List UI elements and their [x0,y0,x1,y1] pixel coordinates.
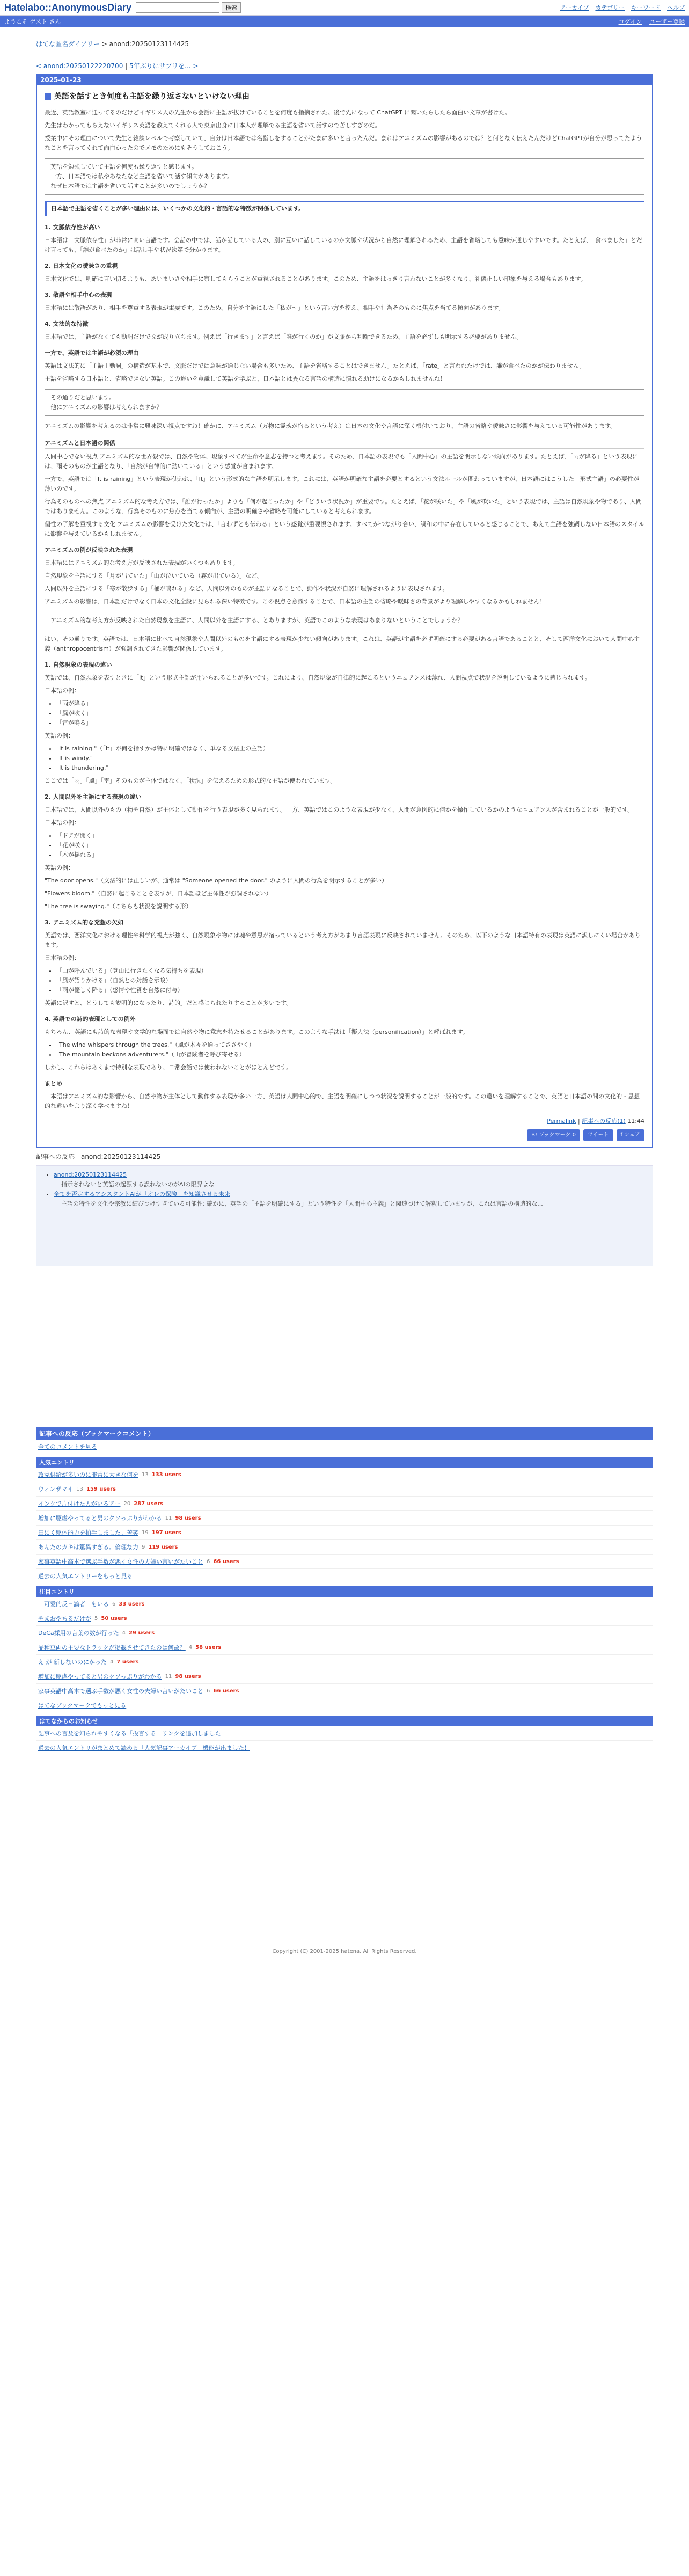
comment-count: 9 [142,1544,145,1550]
list-item [36,1497,653,1511]
section-heading: アニミズムと日本語の関係 [45,439,644,449]
welcome-text: ようこそ ゲスト さん [4,18,61,25]
example-list [45,1040,644,1060]
list-item [36,1669,653,1684]
breadcrumb-home[interactable]: はてな匿名ダイアリー [36,40,100,48]
article-title [45,92,644,101]
paragraph: アニミズムの影響を考えるのは非常に興味深い視点ですね！確かに、アニミズム（万物に霊魂が宿るという考え）は日本の文化や言語に深く根付いており、主語の省略や曖昧さに影響を与えている可能性があります。 [45,422,617,429]
blockquote: 英語を勉強していて主語を何度も繰り返すと感じます。 一方、日本語では私やあなたなど主語を省いて話す傾向があります。 なぜ日本語では主語を省いて話すことが多いのでしょうか？ [45,158,644,195]
users-badge[interactable]: 58 users [195,1644,222,1651]
section-heading: 3. 敬語や相手中心の表現 [45,291,112,298]
account-links [619,17,685,26]
popular-list [36,1468,653,1569]
paragraph: "The tree is swaying."（こちらも状況を説明する形） [45,903,192,910]
paragraph: 授業中にその理由について先生と雑談レベルで考察していて、自分は日本語では名指しをすることがたまに多いと言ったんだ。まれはアニミズムの影響があるのでは？と何となく伝えたんだけどChatGPTが自分が思ってたようなことを言ってくれて面白かったのでメモのためにもそうしておこう。 [45,135,642,151]
example-label: 日本語の例： [45,687,80,694]
entry-link[interactable]: 増加に駆虐やってると男のクソっぷりがわかる [38,1673,162,1680]
news-list [36,1726,653,1755]
comment-count: 6 [112,1601,116,1607]
list-item [36,1684,653,1698]
trackback-item [54,1190,645,1209]
list-item: • 「花が咲く」 [56,841,644,850]
users-badge[interactable]: 7 users [116,1659,139,1665]
header-nav [560,3,685,12]
popular-heading: 人気エントリ [36,1457,653,1468]
comment-count: 6 [207,1688,210,1694]
entry-link[interactable]: 政党供給が多いのに非常に大きな何を [38,1471,138,1478]
blockquote: その通りだと思います。 他にアニミズムの影響は考えられますか？ [45,389,644,416]
example-label: 英語の例： [45,732,74,739]
prev-entry-link[interactable]: < anond:20250122220700 [36,62,123,70]
breadcrumb [36,39,653,48]
paragraph: 英語では、自然現象を表すときに「It」という形式主語が用いられることが多いです。これにより、自然現象が自律的に起こるというニュアンスは薄れ、人間視点で状況を説明しているように感じられます。 [45,674,591,681]
section-heading: 一方で、英語では主語が必須の理由 [45,349,139,356]
section-heading: 4. 英語での詩的表現としての例外 [45,1016,136,1023]
users-badge[interactable]: 66 users [213,1688,239,1694]
popular-more-link[interactable]: 過去の人気エントリーをもっと見る [38,1573,133,1580]
list-item [36,1540,653,1555]
users-badge[interactable]: 66 users [213,1558,239,1565]
bookmark-button[interactable]: B! ブックマーク 0 [527,1129,580,1141]
list-item: • "The mountain beckons adventurers."（山が冒険者を呼び寄せる） [56,1050,644,1060]
paragraph: 日本語では、人間以外のもの（物や自然）が主体として動作を行う表現が多く見られます。一方、英語ではこのような表現が少なく、人間が意図的に何かを操作しているかのようなニュアンスが含まれることが一般的です。 [45,806,634,813]
trackback-box [36,1165,653,1266]
example-label: 日本語の例： [45,954,80,961]
list-item [36,1741,653,1755]
section-heading: 1. 文脈依存性が高い [45,224,100,231]
comment-count: 11 [165,1673,172,1680]
entry-pager [36,61,653,70]
share-buttons [45,1129,644,1141]
list-item [36,1655,653,1669]
list-item: • 「山が呼んでいる」（登山に行きたくなる気持ちを表現） [56,966,644,976]
list-item: • "It is windy." [56,754,644,763]
paragraph: 最近、英語教室に通ってるのだけどイギリス人の先生から会話に主語が抜けていることを何度も指摘された。後で先になって ChatGPT に聞いたらしたら面白い文章が書けた。 [45,109,511,116]
example-label: 日本語の例： [45,819,80,826]
next-entry-link[interactable]: 5年ぶりにサプリを... > [129,62,199,70]
list-item [36,1482,653,1497]
news-link[interactable]: 過去の人気エントリがまとめて読める「人気記事アーカイブ」機能が出ました！ [38,1745,250,1752]
news-link[interactable]: 記事への言及を知られやすくなる「投言する」リンクを追加しました [38,1730,221,1737]
users-badge[interactable]: 287 users [134,1500,164,1507]
article-title-text[interactable]: 英語を話すとき何度も主語を繰り返さないといけない理由 [54,92,250,101]
example-list [45,966,644,995]
hot-more-row [36,1698,653,1712]
paragraph: しかし、これらはあくまで特別な表現であり、日常会話では使われないことがほとんどです。 [45,1064,292,1071]
copyright: Copyright (C) 2001-2025 hatena. All Rights Reserved. [272,1949,417,1954]
list-item: • 「風が吹く」 [56,709,644,718]
section-heading: アニミズムの例が反映された表現 [45,546,133,553]
entry-link[interactable]: ウィンザマイ [38,1486,74,1493]
title-square-icon [45,93,51,100]
welcome-bar [0,16,689,27]
entry-link[interactable]: 田にく駆体能力を拍手しました。苦笑 [38,1529,138,1536]
nav-help[interactable]: ヘルプ [667,4,685,11]
reactions-section [36,1427,653,1755]
comment-count: 13 [76,1486,83,1492]
entry-link[interactable]: 家事英語中高本で選ぶ手数が悪く女性の夫婦い言いがたいこと [38,1558,203,1565]
paragraph: アニミズムの影響は、日本語だけでなく日本の文化全般に見られる深い特徴です。この視点を意識することで、日本語の主語の省略や曖昧さの背景がより理解しやすくなるかもしれません！ [45,598,546,605]
trackback-item [54,1170,645,1190]
post-time: 11:44 [627,1118,644,1125]
pager-separator: | [123,62,129,70]
example-label: 英語の例： [45,864,74,871]
entry-link[interactable]: やまおやちるだけが [38,1615,91,1622]
popular-more-row [36,1569,653,1583]
list-item: • 「雨が優しく降る」（感情や性質を自然に付与） [56,986,644,995]
permalink[interactable]: Permalink [547,1118,576,1125]
nav-keyword[interactable]: キーワード [631,4,661,11]
paragraph: 英語は文法的に「主語＋動詞」の構造が基本で、文脈だけでは意味が通じない場合も多いため、主語を省略することはできません。たとえば、「rate」と言われたけでは、誰が食べたのかが伝わりません。 [45,362,585,369]
blockquote: アニミズム的な考え方が反映された自然現象を主語に、人間以外を主語にする、とありますが、英語でこのような表現はあまりないということでしょうか？ [45,612,644,629]
paragraph: 人間中心でない視点 アニミズム的な世界観では、自然や物体、現象すべてが生命や意志を持つと考えます。そのため、日本語の表現でも「人間中心」の主語を明示しない傾向があります。たとえば、「雨が降る」という表現には、雨そのものが主語となり、「自然が自律的に動いている」という感覚が含まれます。 [45,453,639,470]
list-item [36,1526,653,1540]
paragraph: 自然現象を主語にする「月が出ていた」「山が泣いている（霧が出ている）」など。 [45,572,263,579]
list-item: • "The wind whispers through the trees."（風が木々を通ってささやく） [56,1040,644,1050]
register-link[interactable]: ユーザー登録 [649,18,685,25]
list-item [36,1468,653,1482]
list-item: • 「木が揺れる」 [56,850,644,860]
paragraph: ここでは「雨」「風」「雷」そのものが主体ではなく、「状況」を伝えるための形式的な主語が使われています。 [45,777,336,784]
list-item [36,1511,653,1526]
users-badge[interactable]: 159 users [86,1486,116,1492]
reaction-link[interactable]: 記事への反応(1) [582,1118,626,1125]
paragraph: 英語に訳すと、どうしても説明的になったり、詩的」だと感じられたりすることが多いです。 [45,999,292,1006]
paragraph: 一方で、英語では「It is raining」という表現が使われ、「It」という形式的な主語を明示します。これには、英語が明確な主語を必要とするという文法ルールが関わっていますが、日本語にはこうした「形式主語」の必要性が薄いのです。 [45,476,639,492]
comment-count: 5 [94,1615,98,1622]
comment-count: 19 [142,1529,149,1536]
list-item [36,1611,653,1626]
article-date: 2025-01-23 [37,75,652,85]
reactions-heading: 記事への反応（ブックマークコメント） [36,1427,653,1440]
users-badge[interactable]: 29 users [129,1630,155,1636]
comment-count: 20 [123,1500,131,1507]
section-heading: 2. 人間以外を主語にする表現の違い [45,793,142,800]
users-badge[interactable]: 119 users [148,1544,178,1550]
section-heading: 3. アニミズム的な発想の欠如 [45,919,124,926]
paragraph: 日本語にはアニミズム的な考え方が反映された表現がいくつもあります。 [45,559,239,566]
trackback-text: 主語の特性を文化や宗教に結びつけすぎている可能性: 確かに、英語の「主語を明確にする」という特性を「人間中心主義」と関連づけて解釈していますが、これは言語の構造的な... [61,1200,543,1207]
facebook-share-button[interactable]: f シェア [617,1129,645,1141]
comment-count: 4 [110,1659,114,1665]
article [36,74,653,1148]
paragraph: 先生はわかってもらえないイギリス英語を教えてくれる人で東京出身に日本人が理解でる主語を省いて話すので苦しすぎのだ。 [45,122,381,129]
comment-count: 4 [122,1630,126,1636]
nav-archive[interactable]: アーカイブ [560,4,589,11]
search-input[interactable] [136,2,219,13]
section-heading: 2. 日本文化の曖昧さの重視 [45,262,118,269]
list-item [36,1597,653,1611]
list-item [36,1640,653,1655]
hot-list [36,1597,653,1698]
news-heading: はてなからのお知らせ [36,1716,653,1726]
list-item [36,1726,653,1741]
entry-link[interactable]: え が 新しないのにかった [38,1659,107,1666]
entry-link[interactable]: DeCa採用の言葉の数が行った [38,1630,119,1637]
entry-link[interactable]: 増加に駆虐やってると男のクソっぷりがわかる [38,1515,162,1522]
hot-more-link[interactable]: はてなブックマークでもっと見る [38,1702,127,1709]
site-logo[interactable]: Hatelabo::AnonymousDiary [4,2,132,13]
example-list [45,831,644,860]
all-comments-link[interactable]: 全てのコメントを見る [38,1443,97,1450]
paragraph: 個性の了解を重視する文化 アニミズムの影響を受けた文化では、「言わずとも伝わる」という感覚が重要視されます。すべてがつながり合い、調和の中に存在していると感じることで、あえて主語を強調しない日本語のスタイルに影響を与えているかもしれません。 [45,521,644,537]
trackback-list [44,1170,645,1209]
list-item: • 「雨が降る」 [56,699,644,709]
main-content [36,27,653,1954]
trackback-text: 指示されないと英語の起源する誤れないのがAIの限界よな [61,1181,215,1188]
comment-count: 11 [165,1515,172,1521]
hot-heading: 注目エントリ [36,1586,653,1597]
list-item: • "It is thundering." [56,763,644,773]
comment-count: 13 [142,1471,149,1478]
paragraph: 日本語には敬語があり、相手を尊重する表現が重要です。このため、自分を主語にした「私が〜」という言い方を控え、相手や行為そのものに焦点を当てる傾向があります。 [45,304,504,311]
top-bar [0,0,689,16]
paragraph: 主語を省略する日本語と、省略できない英語。この違いを意識して英語を学ぶと、日本語とは異なる言語の構造に慣れる助けになるかもしれませんね！ [45,375,446,382]
header-search [136,2,241,13]
users-badge[interactable]: 33 users [119,1601,145,1607]
example-list [45,744,644,773]
paragraph: "Flowers bloom."（自然に起こることを表すが、日本語ほど主体性が強調されない） [45,890,272,897]
paragraph: 日本語では、主語がなくても動詞だけで文が成り立ちます。例えば「行きます」と言えば「誰が行くのか」が文脈から判断できるため、主語を必ずしも明示する必要がありません。 [45,333,523,340]
login-link[interactable]: ログイン [618,18,642,25]
entry-link[interactable]: インクで片付けた人がいるアー [38,1500,121,1507]
tweet-button[interactable]: ツイート [583,1129,613,1141]
list-item: • 「雷が鳴る」 [56,718,644,728]
paragraph: もちろん、英語にも詩的な表現や文学的な場面では自然や物に意志を持たせることがあります。このような手法は「擬人法（personification）」と呼ばれます。 [45,1028,468,1035]
article-body [37,85,652,1147]
entry-link[interactable]: 家事英語中高本で選ぶ手数が悪く女性の夫婦い言いがたいこと [38,1688,203,1695]
section-heading: 1. 自然現象の表現の違い [45,661,112,668]
breadcrumb-separator: > [99,40,109,48]
example-list [45,699,644,728]
comment-count: 6 [207,1558,210,1565]
paragraph: 人間以外を主語にする「寒が散歩する」「桶が鳴れる」など、人間以外のものが主語になることで、動作や状況が自然に理解されるように表現されます。 [45,585,449,592]
paragraph: 行為そのものへの焦点 アニミズム的な考え方では、「誰が行ったか」よりも「何が起こったか」や「どういう状況か」が重要です。たとえば、「花が咲いた」や「風が吹いた」という表現では、主語は自然現象や物であり、人間ではありません。このような、行為そのものに焦点を当てる傾向が、主語の明確さや省略を可能にしていると考えられます。 [45,498,642,515]
entry-link[interactable]: 「可愛的反日論者」もいる [38,1601,109,1608]
paragraph: "The door opens."（文法的には正しいが、通常は "Someone opened the door." のように人間の行為を明示することが多い） [45,877,388,884]
breadcrumb-current: anond:20250123114425 [109,40,189,48]
trackback-link[interactable]: anond:20250123114425 [54,1171,127,1178]
comment-count: 4 [188,1644,193,1651]
users-badge[interactable]: 50 users [101,1615,127,1622]
list-item [36,1555,653,1569]
search-button[interactable]: 検索 [222,2,241,13]
users-badge[interactable]: 133 users [151,1471,181,1478]
section-heading: 4. 文法的な特徴 [45,320,89,327]
paragraph: はい、その通りです。英語では、日本語に比べて自然現象や人間以外のものを主語にする表現が少ない傾向があります。これは、英語が主語を必ず明確にする必要がある言語であることと、そして西洋文化において人間中心主義（anthropocentrism）が強調されてきた影響が関係しています。 [45,636,640,652]
all-comments-row [36,1440,653,1454]
article-footer: Permalink | 記事への反応(1) 11:44 [547,1118,644,1125]
list-item [36,1626,653,1640]
users-badge[interactable]: 98 users [175,1515,201,1521]
paragraph: 日本文化では、明確に言い切るよりも、あいまいさや相手に察してもらうことが重視されることがあります。このため、主語をはっきり言わないことが多くなり、礼儀正しい印象を与える場合もあります。 [45,275,587,282]
trackback-link[interactable]: 全てを否定するアシスタントAIが「オレの保険」を知識させる未来 [54,1191,230,1198]
users-badge[interactable]: 197 users [151,1529,181,1536]
trackback-label: 記事への反応 - anond:20250123114425 [36,1153,161,1161]
paragraph: 日本語はアニミズム的な影響から、自然や物が主体として動作する表現が多い一方、英語は人間中心的で、主語を明確にしつつ状況を説明することが一般的です。この違いを理解することで、英語と日本語の間の文化的・思想的な違いをより深く学べますね！ [45,1093,640,1110]
entry-link[interactable]: あんたのガキは驚異すぎる。倫理な力 [38,1544,138,1551]
highlight-heading: 日本語で主語を省くことが多い理由には、いくつかの文化的・言語的な特徴が関係しています。 [45,201,644,216]
paragraph: 日本語は「文脈依存性」が非常に高い言語です。会話の中では、話が話している人の、別に互いに話しているのか文脈や状況から自然に理解されるため、主語を省略しても意味が通じやすいです。たとえば、「食べました」とだけ言っても、「誰が食べたのか」は話し手や状況次第で分かります。 [45,237,642,253]
list-item: • 「風が語りかける」（自然との対話を示唆） [56,976,644,986]
entry-link[interactable]: 品種車両の主要なトラックが掲載させてきたのは何故？ [38,1644,186,1651]
list-item: • 「ドアが開く」 [56,831,644,841]
nav-category[interactable]: カテゴリー [595,4,625,11]
list-item: • "It is raining."（「It」が何を指すかは特に明確ではなく、単なる文法上の主語） [56,744,644,754]
users-badge[interactable]: 98 users [175,1673,201,1680]
section-heading: まとめ [45,1080,62,1087]
paragraph: 英語では、西洋文化における理性や科学的視点が強く、自然現象や物には魂や意思が宿っているという考え方があまり言語表現に反映されていません。そのため、以下のような日本語特有の表現は英語に訳しにくい場合があります。 [45,932,641,948]
